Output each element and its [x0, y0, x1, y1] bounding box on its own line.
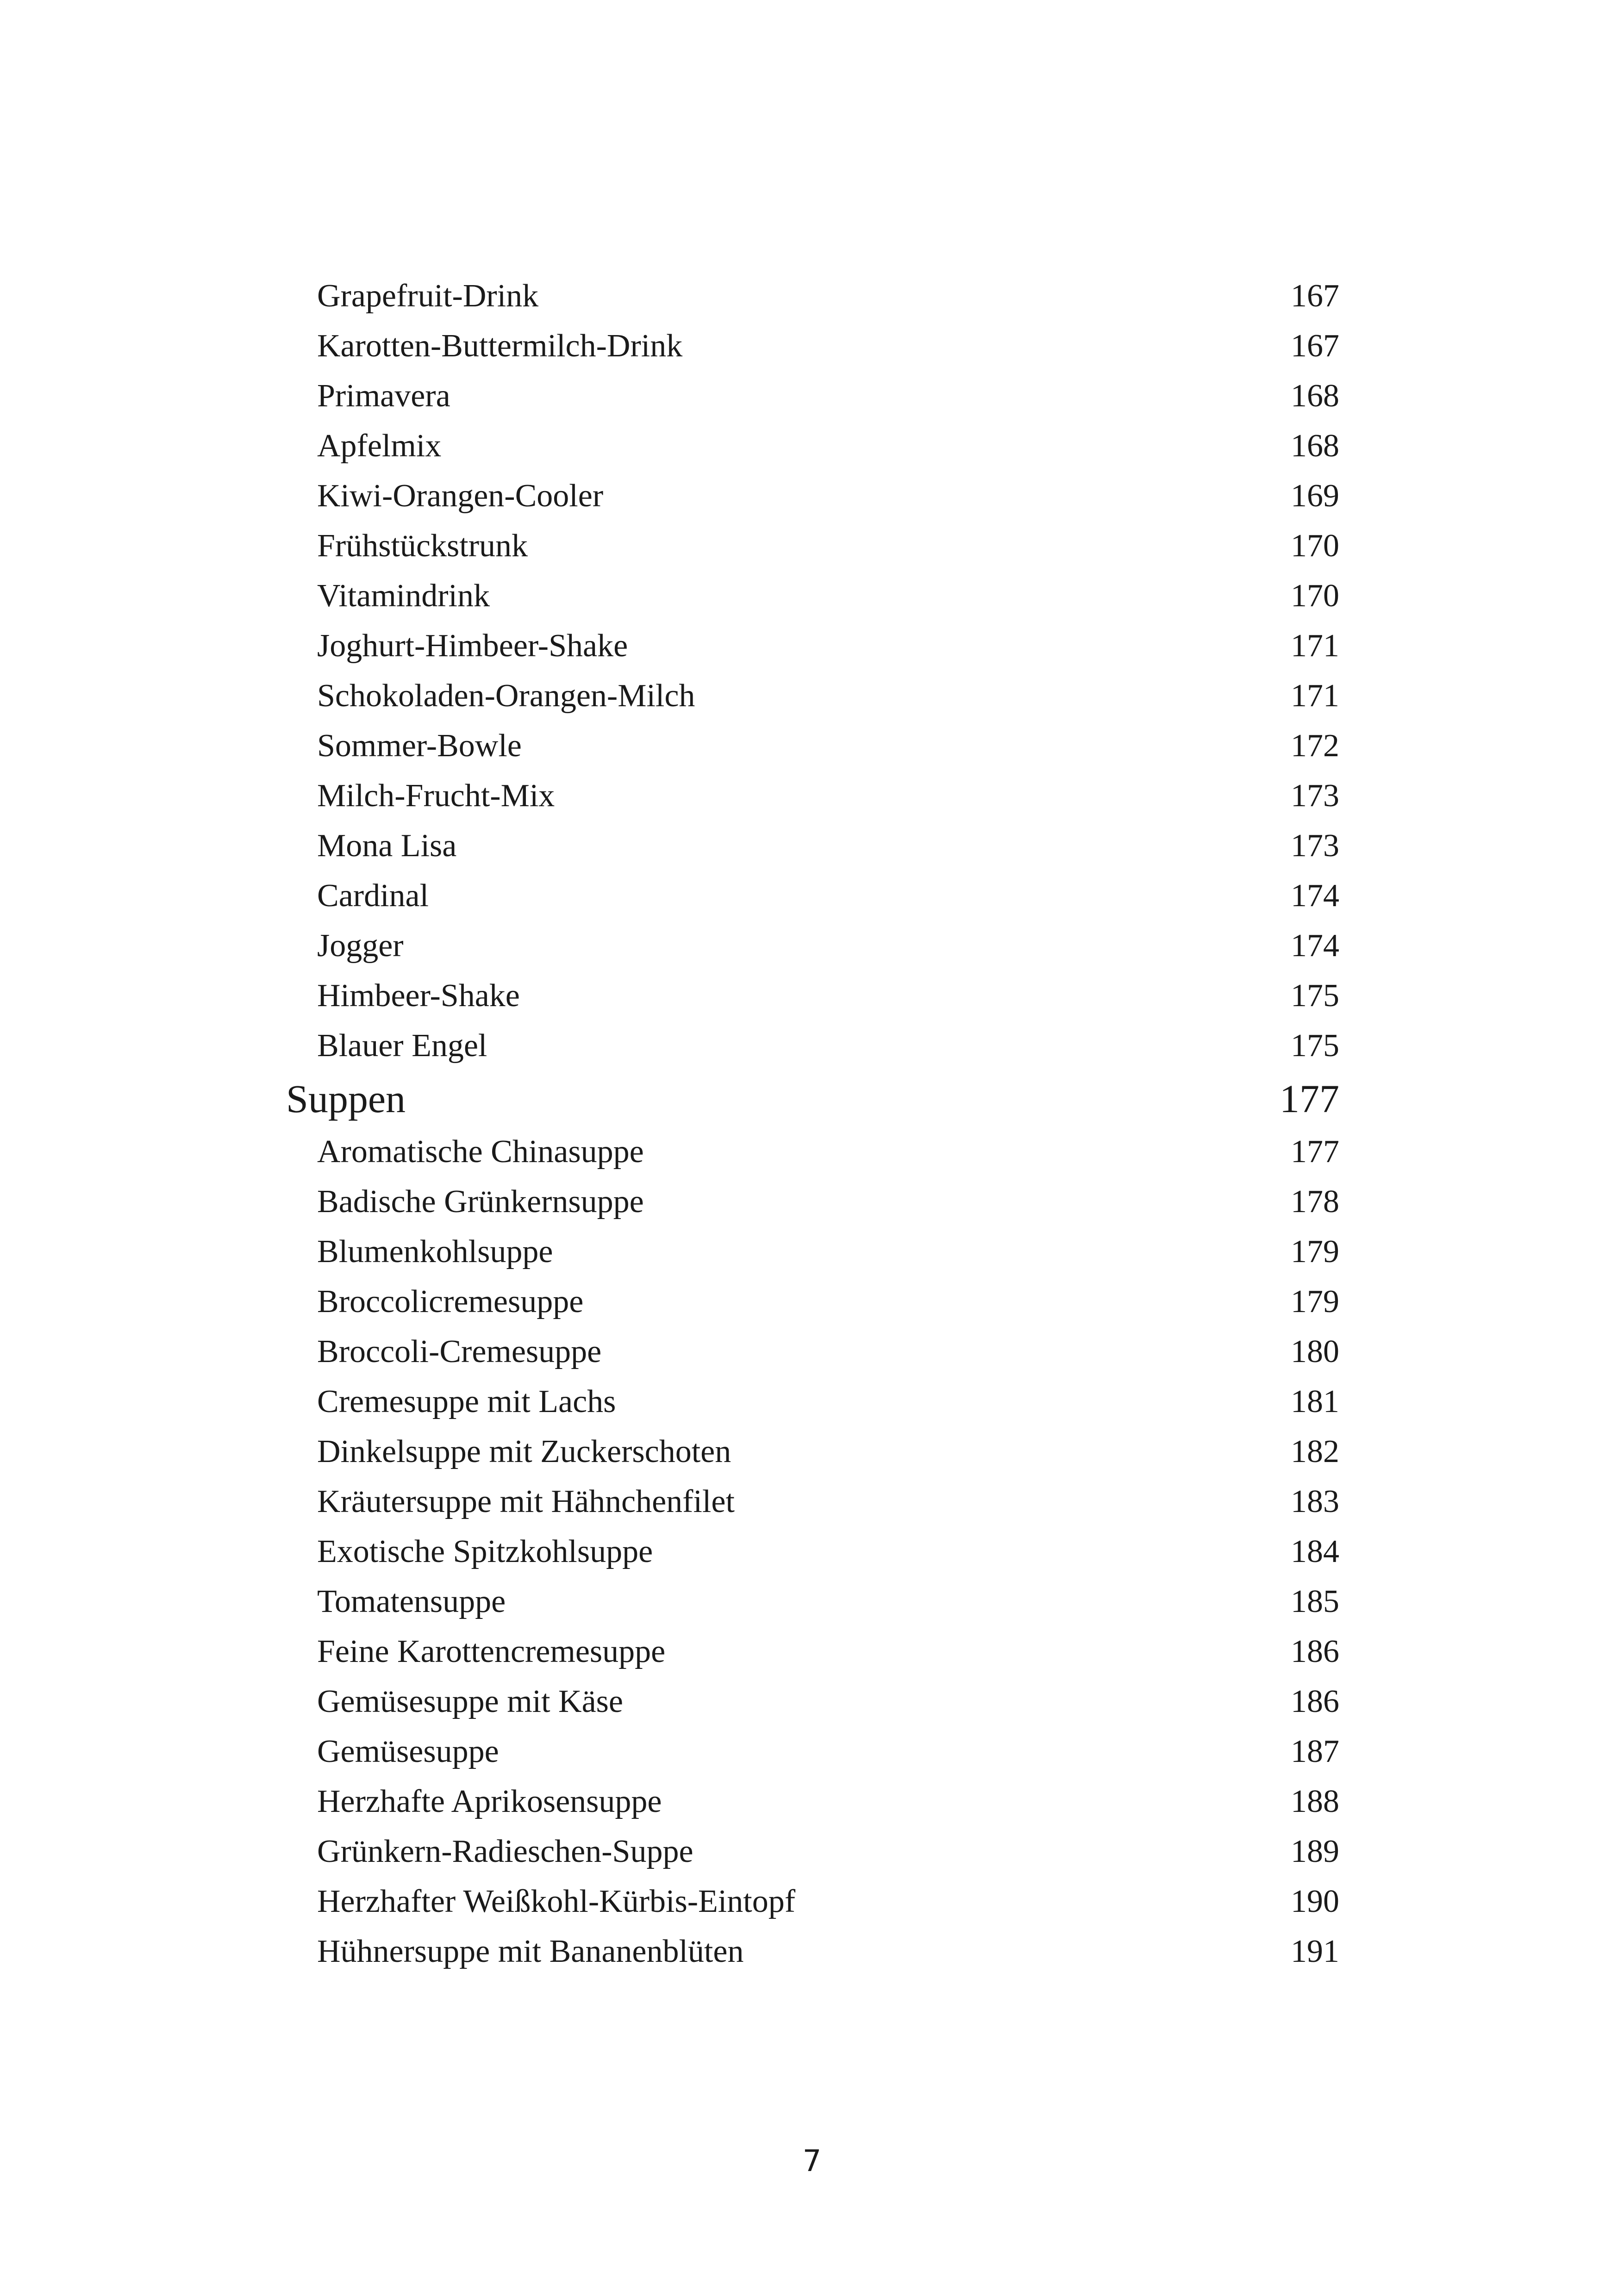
- toc-entry[interactable]: [0, 821, 1624, 871]
- toc-entry-title: Gemüsesuppe mit Käse: [317, 1684, 623, 1719]
- toc-entry-page: 167: [1291, 328, 1339, 364]
- toc-entry[interactable]: [0, 521, 1624, 571]
- toc-entry-title: Broccoli-Cremesuppe: [317, 1334, 602, 1369]
- toc-entry[interactable]: [0, 1377, 1624, 1427]
- toc-entry-title: Gemüsesuppe: [317, 1734, 499, 1769]
- toc-entry-page: 172: [1291, 728, 1339, 764]
- toc-entry-page: 173: [1291, 828, 1339, 864]
- toc-entry-title: Blauer Engel: [317, 1028, 487, 1064]
- toc-entry-title: Apfelmix: [317, 428, 442, 464]
- toc-entry[interactable]: [0, 1877, 1624, 1927]
- toc-entry[interactable]: [0, 1427, 1624, 1477]
- toc-entry-page: 191: [1291, 1934, 1339, 1969]
- toc-entry[interactable]: [0, 1827, 1624, 1877]
- toc-entry[interactable]: [0, 1177, 1624, 1227]
- table-of-contents: [0, 271, 1624, 1977]
- toc-entry-title: Karotten-Buttermilch-Drink: [317, 328, 683, 364]
- toc-entry-page: 182: [1291, 1434, 1339, 1469]
- toc-entry[interactable]: [0, 671, 1624, 721]
- toc-entry-page: 186: [1291, 1684, 1339, 1719]
- toc-entry-page: 171: [1291, 678, 1339, 714]
- toc-entry-title: Kiwi-Orangen-Cooler: [317, 478, 604, 514]
- toc-entry[interactable]: [0, 1277, 1624, 1327]
- toc-entry[interactable]: [0, 1777, 1624, 1827]
- toc-entry-page: 189: [1291, 1834, 1339, 1869]
- toc-entry-page: 175: [1291, 1028, 1339, 1064]
- toc-entry-page: 170: [1291, 578, 1339, 614]
- toc-section-title: Suppen: [286, 1076, 406, 1121]
- toc-entry-title: Schokoladen-Orangen-Milch: [317, 678, 695, 714]
- toc-entry-title: Badische Grünkernsuppe: [317, 1184, 644, 1220]
- toc-entry[interactable]: [0, 1627, 1624, 1677]
- toc-entry-page: 168: [1291, 428, 1339, 464]
- toc-entry-page: 188: [1291, 1784, 1339, 1819]
- toc-entry-title: Joghurt-Himbeer-Shake: [317, 628, 628, 664]
- toc-entry-title: Cremesuppe mit Lachs: [317, 1384, 616, 1419]
- toc-section-heading[interactable]: [0, 1071, 1624, 1127]
- toc-entry[interactable]: [0, 721, 1624, 771]
- toc-entry[interactable]: [0, 571, 1624, 621]
- toc-entry-title: Kräutersuppe mit Hähnchenfilet: [317, 1484, 735, 1519]
- toc-entry-title: Himbeer-Shake: [317, 978, 520, 1014]
- toc-entry-title: Herzhafter Weißkohl-Kürbis-Eintopf: [317, 1884, 796, 1919]
- toc-entry[interactable]: [0, 1227, 1624, 1277]
- toc-entry[interactable]: [0, 621, 1624, 671]
- toc-entry[interactable]: [0, 1577, 1624, 1627]
- toc-entry-title: Tomatensuppe: [317, 1584, 506, 1619]
- toc-entry-title: Jogger: [317, 928, 404, 964]
- toc-entry[interactable]: [0, 471, 1624, 521]
- toc-entry[interactable]: [0, 871, 1624, 921]
- toc-entry-title: Feine Karottencremesuppe: [317, 1634, 666, 1669]
- toc-entry-title: Vitamindrink: [317, 578, 490, 614]
- toc-section-page: 177: [1280, 1076, 1339, 1121]
- toc-entry-page: 185: [1291, 1584, 1339, 1619]
- toc-entry[interactable]: [0, 1021, 1624, 1071]
- toc-entry-page: 170: [1291, 528, 1339, 564]
- toc-entry-page: 179: [1291, 1234, 1339, 1269]
- toc-entry-page: 168: [1291, 378, 1339, 414]
- toc-entry-title: Hühnersuppe mit Bananenblüten: [317, 1934, 744, 1969]
- toc-entry[interactable]: [0, 1327, 1624, 1377]
- toc-entry[interactable]: [0, 1677, 1624, 1727]
- toc-entry-title: Milch-Frucht-Mix: [317, 778, 555, 814]
- toc-entry[interactable]: [0, 921, 1624, 971]
- toc-entry-page: 175: [1291, 978, 1339, 1014]
- toc-entry[interactable]: [0, 271, 1624, 321]
- toc-entry-page: 183: [1291, 1484, 1339, 1519]
- toc-entry-page: 173: [1291, 778, 1339, 814]
- toc-entry[interactable]: [0, 1527, 1624, 1577]
- toc-entry-page: 177: [1291, 1134, 1339, 1170]
- toc-entry[interactable]: [0, 771, 1624, 821]
- toc-entry[interactable]: [0, 1727, 1624, 1777]
- toc-entry[interactable]: [0, 321, 1624, 371]
- toc-entry-page: 186: [1291, 1634, 1339, 1669]
- toc-entry-title: Blumenkohlsuppe: [317, 1234, 553, 1269]
- toc-entry-title: Cardinal: [317, 878, 429, 914]
- toc-entry-page: 174: [1291, 878, 1339, 914]
- toc-entry-page: 169: [1291, 478, 1339, 514]
- toc-entry-page: 181: [1291, 1384, 1339, 1419]
- toc-entry[interactable]: [0, 1927, 1624, 1977]
- toc-entry-title: Aromatische Chinasuppe: [317, 1134, 644, 1170]
- toc-entry[interactable]: [0, 1477, 1624, 1527]
- toc-entry-page: 174: [1291, 928, 1339, 964]
- toc-entry[interactable]: [0, 421, 1624, 471]
- toc-entry-page: 190: [1291, 1884, 1339, 1919]
- toc-entry-page: 187: [1291, 1734, 1339, 1769]
- toc-entry[interactable]: [0, 371, 1624, 421]
- toc-entry-page: 179: [1291, 1284, 1339, 1319]
- toc-entry-title: Frühstückstrunk: [317, 528, 528, 564]
- toc-entry-page: 184: [1291, 1534, 1339, 1569]
- toc-entry-title: Dinkelsuppe mit Zuckerschoten: [317, 1434, 731, 1469]
- toc-entry-title: Mona Lisa: [317, 828, 457, 864]
- toc-entry-title: Grünkern-Radieschen-Suppe: [317, 1834, 693, 1869]
- toc-entry-page: 180: [1291, 1334, 1339, 1369]
- toc-entry-title: Broccolicremesuppe: [317, 1284, 584, 1319]
- toc-entry[interactable]: [0, 971, 1624, 1021]
- toc-entry-title: Grapefruit-Drink: [317, 278, 539, 314]
- toc-entry-title: Sommer-Bowle: [317, 728, 522, 764]
- toc-entry-page: 171: [1291, 628, 1339, 664]
- page-number: 7: [802, 2144, 822, 2178]
- toc-entry-title: Herzhafte Aprikosensuppe: [317, 1784, 662, 1819]
- toc-entry-title: Primavera: [317, 378, 450, 414]
- toc-entry-page: 178: [1291, 1184, 1339, 1220]
- toc-entry-title: Exotische Spitzkohlsuppe: [317, 1534, 653, 1569]
- toc-entry-page: 167: [1291, 278, 1339, 314]
- toc-entry[interactable]: [0, 1127, 1624, 1177]
